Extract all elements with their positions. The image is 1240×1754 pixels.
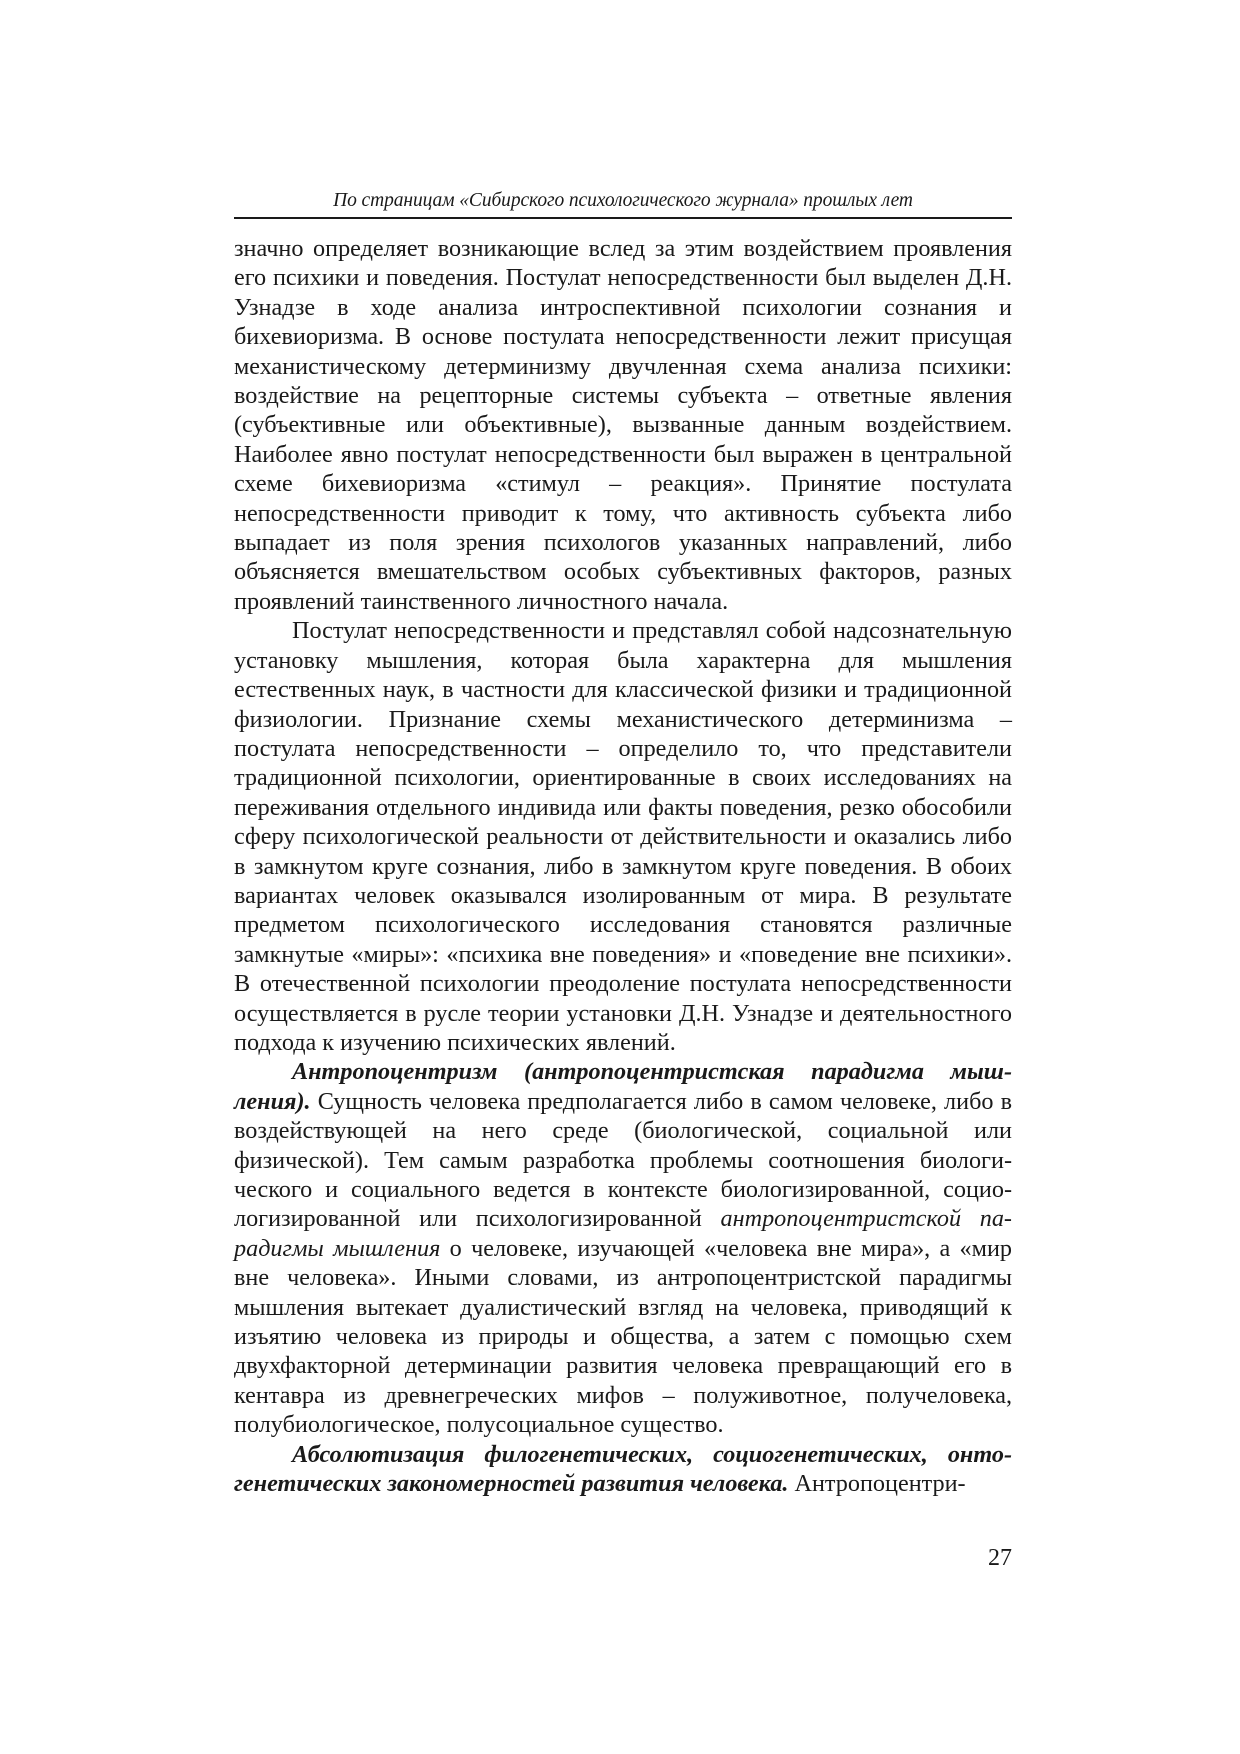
paragraph-text: о человеке, изучающей «человека вне мира», а «мир вне человека». Иными словами, из антропоцентристской парадигмы мышления вытекает дуалистический взгляд на человека, приводящий к изъятию человека из природы и общества, а затем с помощью схем двухфакторной детерминации развития человека превращающий его в кентавра из древнегреческих мифов – полуживотное, получеловека, полубиологическое, полусоциальное существо. <box>234 1234 1012 1439</box>
header-rule <box>234 217 1012 219</box>
body-text <box>234 234 1012 1498</box>
paragraph-text: значно определяет возникающие вслед за этим воздействием проявления его психики и поведения. Постулат непосредственности был выделен Д.Н. Узнадзе в ходе анализа интроспективной психологии сознания и бихевиоризма. В основе постулата непосредственности лежит присущая механистическому детерминизму двучленная схема анализа психики: воздействие на рецепторные системы субъекта – ответные явления (субъективные или объективные), вызванные данным воздействием. Наиболее явно постулат непосредственности был выражен в центральной схеме бихевиоризма «стимул – реакция». Принятие постулата непосредственности приводит к тому, что активность субъекта либо выпадает из поля зрения психологов указанных направлений, либо объясняется вмешательством особых субъективных факторов, разных проявлений таинственного личностного начала. <box>234 235 1012 615</box>
paragraph <box>234 1440 1012 1499</box>
paragraph <box>234 1057 1012 1439</box>
page-number: 27 <box>988 1545 1012 1571</box>
paragraph <box>234 234 1012 616</box>
term-heading: Антропоцентризм (антропоцентристская парадигма мышления). <box>234 1058 1012 1115</box>
paragraph-text: Постулат непосредственности и представлял собой надсознательную установку мышления, которая была характерна для мышления естественных наук, в частности для классической физики и традиционной физиологии. Признание схемы механистического детерминизма – постулата непосредственности – определило то, что представители традиционной психологии, ориентированные в своих исследованиях на переживания отдельного индивида или факты поведения, резко обособили сферу психологической реальности от действительности и оказались либо в замкнутом круге сознания, либо в замкнутом круге поведения. В обоих вариантах человек оказывался изолированным от мира. В результате предметом психологического исследования становятся различные замкнутые «миры»: «психика вне поведения» и «поведение вне психики». В отечественной психологии преодоление постулата непосредственности осуществляется в русле теории установки Д.Н. Узнадзе и деятельностного подхода к изучению психических явлений. <box>234 617 1012 1056</box>
running-header: По страницам «Сибирского психологического журнала» прошлых лет <box>333 190 913 211</box>
paragraph-text: Сущность человека предполагается либо в самом человеке, либо в воздействующей на него среде (биологической, социальной или физической). Тем самым разработка проблемы соотношения биологического и социального ведется в контексте биологизированной, социологизированной или психологизированной <box>234 1087 1012 1233</box>
italic-term: антропоцентристской парадигмы мышления <box>234 1205 1012 1262</box>
term-heading: Абсолютизация филогенетических, социогенетических, онтогенетических закономерностей развития человека. <box>234 1440 1012 1498</box>
paragraph-text: Антропоцентри- <box>788 1470 966 1498</box>
paragraph <box>234 616 1012 1057</box>
